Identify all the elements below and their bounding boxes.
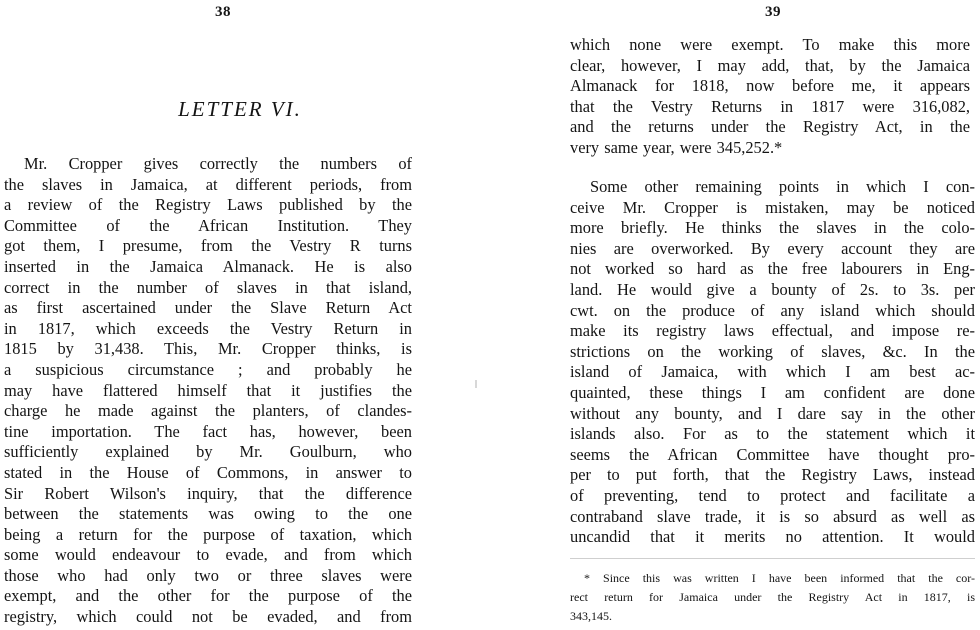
text-line: very same year, were 345,252.* — [570, 137, 783, 157]
text-line: land. He would give a bounty of 2s. to 3s. per — [570, 279, 975, 299]
text-line: inserted in the Jamaica Almanack. He is also — [4, 256, 412, 276]
footnote — [570, 569, 975, 626]
letter-title: LETTER VI. — [178, 97, 302, 121]
text-line: tine importation. The fact has, however, been — [4, 421, 412, 441]
text-line: Sir Robert Wilson's inquiry, that the difference — [4, 483, 412, 503]
text-line: between the statements was owing to the one — [4, 504, 412, 524]
text-line: got them, I presume, from the Vestry R turns — [4, 236, 412, 256]
text-line: uncandid that it merits no attention. It would — [570, 527, 975, 547]
text-line: ceive Mr. Cropper is mistaken, may be noticed — [570, 197, 975, 217]
text-line: islands also. For as to the statement which it — [570, 424, 975, 444]
text-line: being a return for the purpose of taxation, which — [4, 524, 412, 544]
text-line: Committee of the African Institution. They — [4, 215, 412, 235]
footnote-line: 343,145. — [570, 609, 612, 623]
text-line: clear, however, I may add, that, by the Jamaica — [570, 55, 970, 75]
continued-paragraph — [570, 35, 970, 159]
text-line: island of Jamaica, with which I am best ac- — [570, 362, 975, 382]
text-line: 1815 by 31,438. This, Mr. Cropper thinks, is — [4, 339, 412, 359]
text-line: that the Vestry Returns in 1817 were 316,082, — [570, 96, 970, 116]
text-line: correct in the number of slaves in that island, — [4, 277, 412, 297]
text-line: strictions on the working of slaves, &c. In the — [570, 341, 975, 361]
text-line: Almanack for 1818, now before me, it appears — [570, 76, 970, 96]
text-line: Some other remaining points in which I con- — [590, 177, 975, 196]
page-number-left: 38 — [215, 4, 231, 20]
text-line: cwt. on the produce of any island which should — [570, 300, 975, 320]
text-line: not worked so hard as the free labourers in Eng- — [570, 259, 975, 279]
text-line: per to put forth, that the Registry Laws, instead — [570, 465, 975, 485]
text-line: a review of the Registry Laws published by the — [4, 195, 412, 215]
text-line: stated in the House of Commons, in answer to — [4, 462, 412, 482]
text-line: some would endeavour to evade, and from which — [4, 545, 412, 565]
text-line: contraband slave trade, it is so absurd as well as — [570, 506, 975, 526]
text-line: which none were exempt. To make this more — [570, 35, 970, 54]
left-page — [0, 0, 480, 630]
text-line: Mr. Cropper gives correctly the numbers of — [24, 154, 412, 173]
page-number-right: 39 — [765, 4, 781, 20]
text-line: a suspicious circumstance ; and probably he — [4, 359, 412, 379]
text-line: of preventing, tend to protect and facilitate a — [570, 485, 975, 505]
text-line: nies are overworked. By every account they are — [570, 238, 975, 258]
footnote-line: rect return for Jamaica under the Registry Act in 1817, is — [570, 590, 975, 604]
text-line: seems the African Committee have thought pro- — [570, 444, 975, 464]
text-line: those who had only two or three slaves were — [4, 565, 412, 585]
text-line: sufficiently explained by Mr. Goulburn, who — [4, 442, 412, 462]
footnote-line: * Since this was written I have been informed that the cor- — [584, 571, 975, 585]
text-line: make its registry laws effectual, and impose re- — [570, 321, 975, 341]
gutter-mark — [475, 380, 477, 388]
text-line: registry, which could not be evaded, and from — [4, 607, 412, 627]
text-line: quainted, these things I am confident are done — [570, 382, 975, 402]
text-line: more briefly. He thinks the slaves in the colo- — [570, 218, 975, 238]
second-paragraph — [570, 177, 975, 548]
text-line: and the returns under the Registry Act, in the — [570, 117, 970, 137]
right-page — [560, 0, 980, 630]
text-line: exempt, and the other for the purpose of the — [4, 586, 412, 606]
text-line: may have flattered himself that it justifies the — [4, 380, 412, 400]
text-line: in 1817, which exceeds the Vestry Return in — [4, 318, 412, 338]
text-line: charge he made against the planters, of clandes- — [4, 401, 412, 421]
text-line: as first ascertained under the Slave Return Act — [4, 298, 412, 318]
letter-body-text — [4, 154, 412, 628]
text-line: the slaves in Jamaica, at different periods, from — [4, 174, 412, 194]
text-line: without any bounty, and I dare say in the other — [570, 403, 975, 423]
footnote-divider — [570, 558, 975, 559]
